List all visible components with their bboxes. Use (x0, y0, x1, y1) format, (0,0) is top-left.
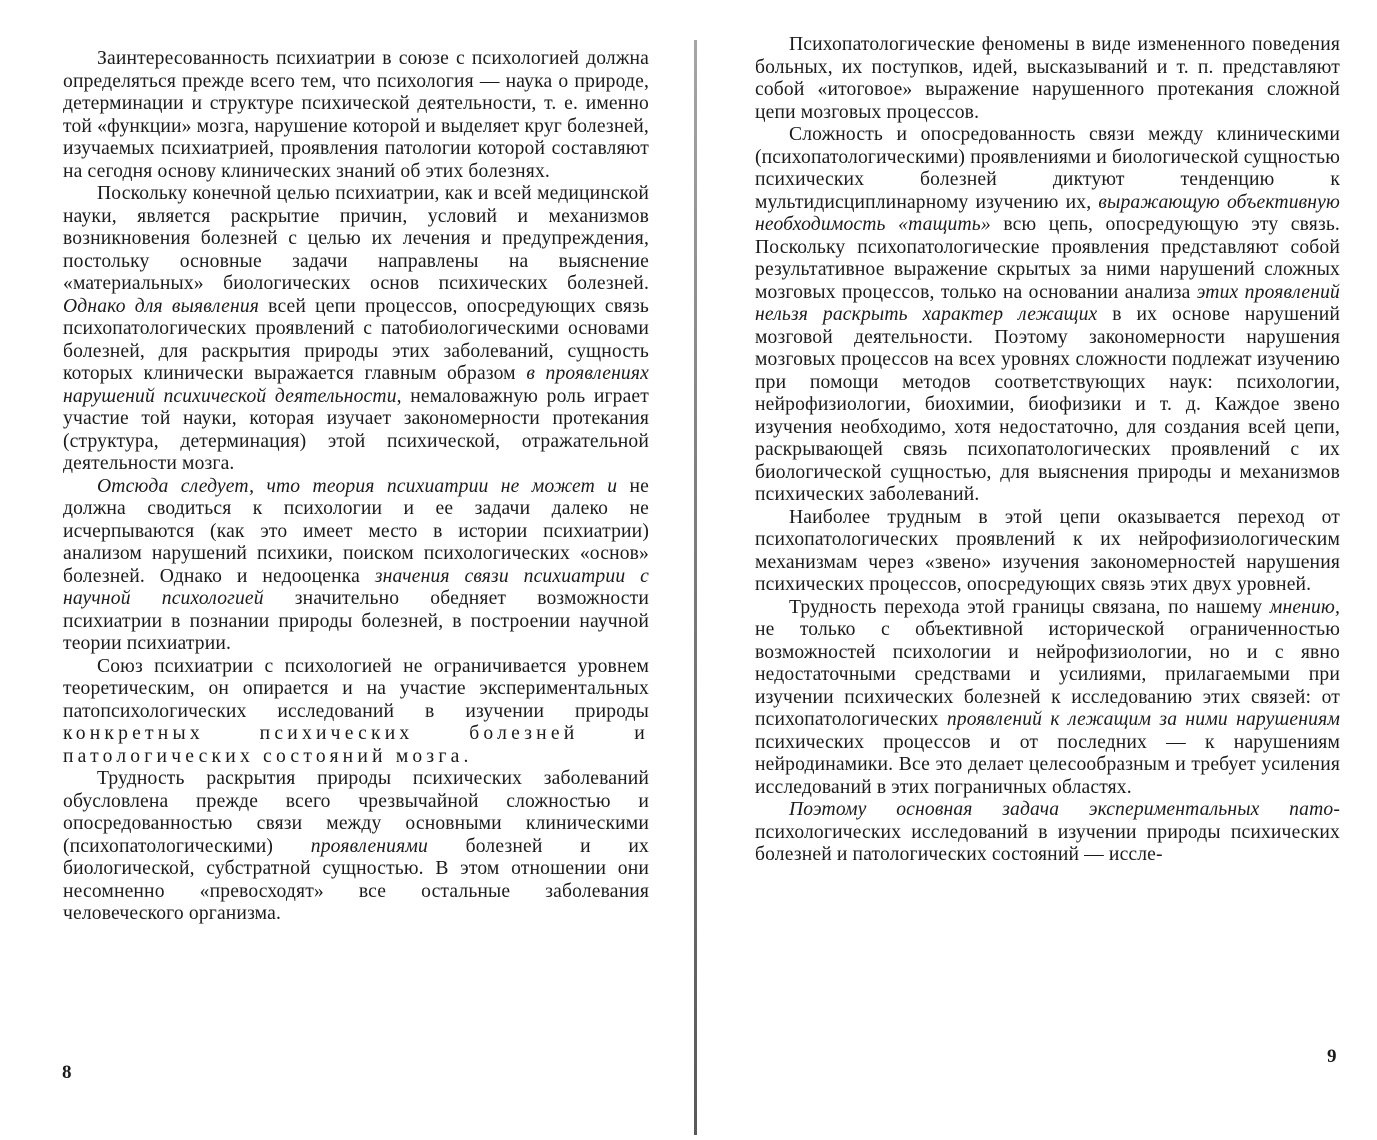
italic-text: выражающую объективную необходимость «тащить» (755, 191, 1340, 235)
left-paragraph-2 (63, 183, 649, 476)
paragraph-text: Сложность и опосредованность связи между клиническими (психопатологическими) проявлениями и биологической сущностью психических болезней диктуют тенденцию к мультидисциплинарному изучению их, (755, 124, 1340, 213)
right-paragraph-5 (755, 799, 1340, 867)
right-paragraph-1 (755, 34, 1340, 124)
paragraph-text: всю цепь, опосредующую эту связь. Поскольку психопатологические проявления представляют собой результативное выражение скрытых за ними нарушений сложных мозговых процессов, только на основании анализа (755, 214, 1340, 303)
paragraph-text: не должна сводиться к психологии и ее задачи далеко не исчерпываются (как это имеет место в истории психиатрии) анализом нарушений психики, поиском психологических «основ» болезней. Однако и недооценка (63, 475, 649, 587)
right-paragraph-2 (755, 124, 1340, 507)
paragraph-text: психологических исследований в изучении природы психических болезней и патологических состояний — иссле- (755, 821, 1340, 865)
paragraph-text: всей цепи процессов, опосредующих связь психопатологических проявлений с патобиологическими основами болезней, для раскрытия природы этих заболеваний, сущность которых клинически выражается главным образом (63, 295, 649, 384)
spine-shadow (694, 40, 697, 1135)
left-paragraph-1 (63, 48, 649, 183)
paragraph-text: . (463, 745, 469, 767)
paragraph-text: Поскольку конечной целью психиатрии, как и всей медицинской науки, является раскрытие причин, условий и механизмов возникновения болезней с целью их лечения и предупреждения, постольку основные задачи направлены на выяснение «материальных» биологических основ психических болезней. (63, 183, 649, 294)
paragraph-text: значительно обедняет возможности психиатрии в познании природы болезней, в построении научной теории психиатрии. (63, 588, 649, 654)
paragraph-text: Заинтересованность психиатрии в союзе с психологией должна определяться прежде всего тем, что психология — наука о природе, детерминации и структуре психической деятельности, т. е. именно той «функции» мозга, нарушение которой и выделяет круг болезней, изучаемых психиатрией, проявления патологии которой составляют на сегодня основу клинических знаний об этих болезнях. (63, 48, 649, 182)
italic-text: мнению, (1269, 596, 1340, 618)
page-number: 8 (62, 1062, 72, 1083)
italic-text: значения связи психиатрии с научной психологией (63, 565, 649, 609)
italic-text: Поэтому основная задача экспериментальных пато- (789, 799, 1340, 820)
left-text-column (63, 48, 649, 926)
right-text-column (755, 34, 1340, 867)
paragraph-text: , немаловажную роль играет участие той науки, которая изучает закономерности протекания (структура, детерминация) этой психической, отражательной деятельности мозга. (63, 385, 649, 474)
paragraph-text: в их основе нарушений мозговой деятельности. Поэтому закономерности нарушения мозговых процессов на всех уровнях сложности подлежат изучению при помощи методов соответствующих наук: психологии, нейрофизиологии, биохимии, биофизики и т. д. Каждое звено изучения необходимо, хотя недостаточно, для создания всей цепи, раскрывающей связь психопатологических проявлений с их биологической сущностью, для выяснения природы и механизмов психических заболеваний. (755, 304, 1340, 505)
paragraph-text: Союз психиатрии с психологией не ограничивается уровнем теоретическим, он опирается и на участие экспериментальных патопсихологических исследований в изучении природы (63, 655, 649, 722)
right-paragraph-3 (755, 507, 1340, 597)
paragraph-text: не только с объективной исторической ограниченностью возможностей психологии и нейрофизиологии, но и с явно недостаточными средствами и усилиями, прилагаемыми при изучении психических болезней к исследованию этих связей: от психопатологических (755, 619, 1340, 730)
left-paragraph-4 (63, 656, 649, 769)
left-paragraph-3 (63, 476, 649, 656)
italic-text: проявлениями (310, 835, 428, 857)
paragraph-text: психических процессов и от последних — к нарушениям нейродинамики. Все это делает целесообразным и требует усиления исследований в этих пограничных областях. (755, 731, 1340, 798)
right-paragraph-4 (755, 597, 1340, 800)
paragraph-text: Трудность раскрытия природы психических заболеваний обусловлена прежде всего чрезвычайной сложностью и опосредованностью связи между основными клиническими (психопатологическими) (63, 768, 649, 857)
page-number: 9 (1327, 1046, 1337, 1067)
paragraph-text: Психопатологические феномены в виде измененного поведения больных, их поступков, идей, высказываний и т. п. представляют собой «итоговое» выражение нарушенного протекания сложной цепи мозговых процессов. (755, 34, 1340, 123)
italic-text: проявлений к лежащим за ними нарушениям (946, 709, 1340, 730)
italic-text: в проявлениях нарушений психической деятельности (63, 363, 649, 407)
paragraph-text: Трудность перехода этой границы связана, по нашему (789, 596, 1263, 618)
paragraph-text: Наиболее трудным в этой цепи оказывается переход от психопатологических проявлений к их нейрофизиологическим механизмам через «звено» изучения закономерностей нарушения психических процессов, опосредующих связь этих двух уровней. (755, 506, 1340, 595)
paragraph-text: болезней и их биологической, субстратной сущностью. В этом отношении они несомненно «превосходят» все остальные заболевания человеческого организма. (63, 835, 649, 924)
left-paragraph-5 (63, 768, 649, 926)
spaced-emphasis-text: конкретных психических болезней и патологических состояний мозга (63, 723, 649, 767)
italic-text: этих проявлений нельзя раскрыть характер лежащих (755, 281, 1340, 325)
italic-text: Однако для выявления (63, 295, 260, 317)
right-page (700, 0, 1377, 1140)
italic-text: Отсюда следует, что теория психиатрии не может и (97, 475, 618, 497)
